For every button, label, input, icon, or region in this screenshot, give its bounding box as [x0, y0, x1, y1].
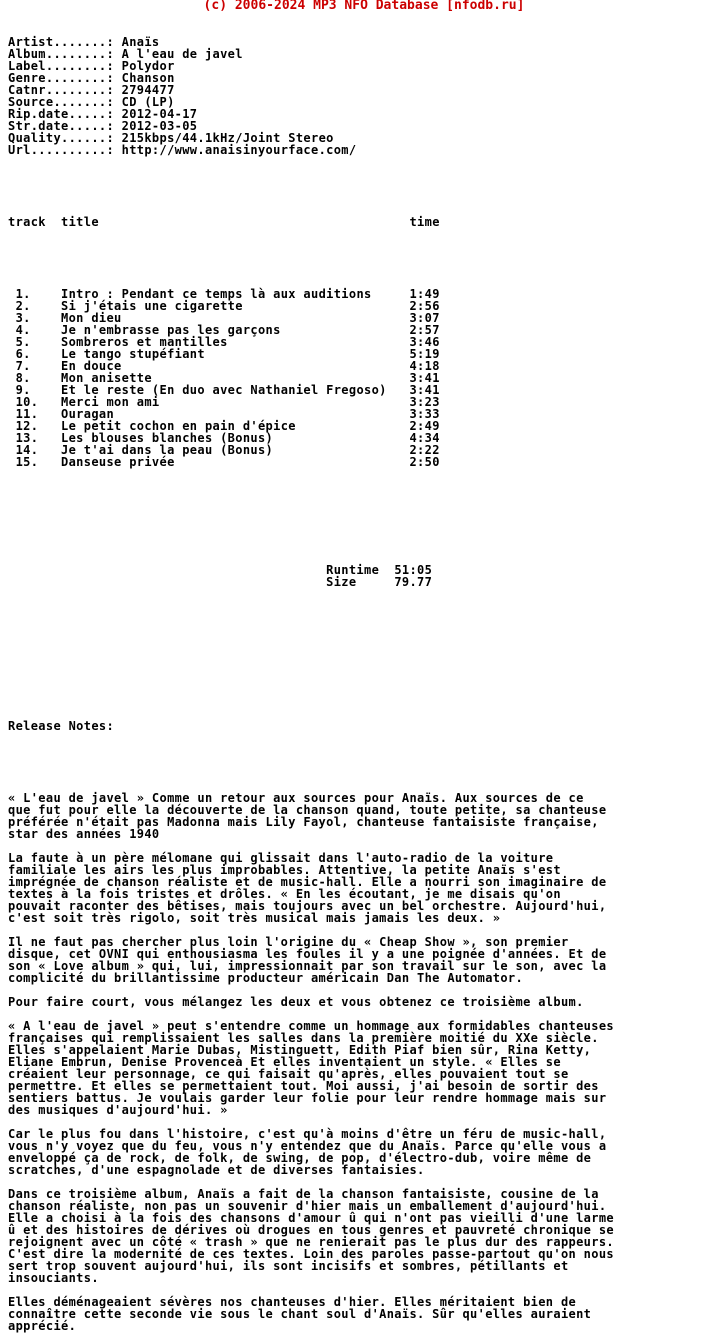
info-value: A l'eau de javel	[121, 47, 243, 61]
info-label: Artist.......:	[8, 35, 122, 49]
track-title: Merci mon ami	[61, 395, 410, 409]
track-time: 3:41	[409, 383, 440, 397]
info-value: Polydor	[121, 59, 175, 73]
note-paragraph: « A l'eau de javel » peut s'entendre comme un hommage aux formidables chanteuses françaises qui remplissaient les salles dans la première moitié du XXe siècle. Elles s'appelaient Marie Dubas, Mistinguett, Edith Piaf bien sûr, Rina Ketty, Eliane Embrun, Denise Provenceà Et elles inventaient un style. « Elles se créaient leur personnage, ce qui faisait qu'après, elles pouvaient tout se permettre. Et elles se permettaient tout. Moi aussi, j'ai besoin de sortir des sentiers battus. Je voulais garder leur folie pour leur rendre hommage mais sur des musiques d'aujourd'hui. »	[8, 1019, 614, 1117]
track-number: 1.	[8, 287, 62, 301]
info-value: Anaïs	[121, 35, 160, 49]
track-time: 3:33	[409, 407, 440, 421]
track-column-header: track	[8, 215, 46, 229]
info-label: Album........:	[8, 47, 122, 61]
total-label: Size	[8, 575, 395, 589]
info-label: Catnr........:	[8, 83, 122, 97]
info-value: 2794477	[121, 83, 175, 97]
title-column-header: title	[61, 215, 410, 229]
track-time: 2:57	[409, 323, 440, 337]
track-number: 9.	[8, 383, 62, 397]
release-notes-title: Release Notes:	[8, 719, 115, 733]
track-number: 10.	[8, 395, 62, 409]
total-row	[8, 576, 720, 588]
track-title: Mon anisette	[61, 371, 410, 385]
track-number: 5.	[8, 335, 62, 349]
track-title: Sombreros et mantilles	[61, 335, 410, 349]
info-value: http://www.anaisinyourface.com/	[121, 143, 357, 157]
track-time: 2:49	[409, 419, 440, 433]
nfo-document	[8, 12, 720, 1344]
info-value: 2012-03-05	[121, 119, 198, 133]
track-number: 14.	[8, 443, 62, 457]
track-time: 3:46	[409, 335, 440, 349]
track-title: Je n'embrasse pas les garçons	[61, 323, 410, 337]
note-paragraph: La faute à un père mélomane qui glissait dans l'auto-radio de la voiture familiale les airs les plus improbables. Attentive, la petite Anaïs s'est imprégnée de chanson réaliste et de music-hall. Elle a nourri son imaginaire de textes à la fois tristes et drôles. « En les écoutant, je me disais qu'on pouvait raconter des bêtises, mais toujours avec un bel orchestre. Aujourd'hui, c'est soit très rigolo, soit très musical mais jamais les deux. »	[8, 851, 607, 925]
track-number: 13.	[8, 431, 62, 445]
tracklist-header	[8, 216, 720, 228]
track-time: 2:22	[409, 443, 440, 457]
track-time: 1:49	[409, 287, 440, 301]
track-number: 8.	[8, 371, 62, 385]
totals	[8, 564, 720, 588]
time-column-header: time	[409, 215, 440, 229]
track-time: 4:34	[409, 431, 440, 445]
total-value: 51:05	[394, 563, 433, 577]
track-number: 2.	[8, 299, 62, 313]
track-title: Si j'étais une cigarette	[61, 299, 410, 313]
track-number: 4.	[8, 323, 62, 337]
info-label: Rip.date.....:	[8, 107, 122, 121]
info-row	[8, 144, 720, 156]
release-info	[8, 36, 720, 156]
track-time: 2:50	[409, 455, 440, 469]
track-number: 11.	[8, 407, 62, 421]
info-value: 215kbps/44.1kHz/Joint Stereo	[121, 131, 334, 145]
info-value: 2012-04-17	[121, 107, 198, 121]
total-value: 79.77	[394, 575, 433, 589]
track-title: Mon dieu	[61, 311, 410, 325]
info-value: CD (LP)	[121, 95, 175, 109]
track-time: 5:19	[409, 347, 440, 361]
track-time: 4:18	[409, 359, 440, 373]
note-paragraph: Elles déménageaient sévères nos chanteuses d'hier. Elles méritaient bien de connaître cette seconde vie sous le chant soul d'Anaïs. Sûr qu'elles auraient apprécié.	[8, 1295, 592, 1333]
track-number: 6.	[8, 347, 62, 361]
track-number: 7.	[8, 359, 62, 373]
track-title: En douce	[61, 359, 410, 373]
track-row	[8, 456, 720, 468]
track-time: 3:41	[409, 371, 440, 385]
info-label: Str.date.....:	[8, 119, 122, 133]
track-title: Les blouses blanches (Bonus)	[61, 431, 410, 445]
info-label: Genre........:	[8, 71, 122, 85]
track-title: Ouragan	[61, 407, 410, 421]
info-label: Source.......:	[8, 95, 122, 109]
note-paragraph: Dans ce troisième album, Anaïs a fait de la chanson fantaisiste, cousine de la chanson réaliste, non pas un souvenir d'hier mais un emballement d'aujourd'hui. Elle a choisi à la fois des chansons d'amour û qui n'ont pas vieilli d'une larme û et des histoires de dérives où drogues en tous genres et pauvreté chronique se rejoignent avec un côté « trash » que ne renierait pas le plus dur des rappeurs. C'est dire la modernité de ces textes. Loin des paroles passe-partout qu'on nous sert trop souvent aujourd'hui, ils sont incisifs et sombres, pétillants et insouciants.	[8, 1187, 614, 1285]
info-label: Url..........:	[8, 143, 122, 157]
track-time: 3:07	[409, 311, 440, 325]
info-label: Label........:	[8, 59, 122, 73]
track-title: Je t'ai dans la peau (Bonus)	[61, 443, 410, 457]
info-label: Quality......:	[8, 131, 122, 145]
track-title: Danseuse privée	[61, 455, 410, 469]
track-title: Intro : Pendant ce temps là aux auditions	[61, 287, 410, 301]
total-label: Runtime	[8, 563, 395, 577]
note-paragraph: « L'eau de javel » Comme un retour aux sources pour Anaïs. Aux sources de ce que fut pour elle la découverte de la chanson quand, toute petite, sa chanteuse préférée n'était pas Madonna mais Lily Fayol, chanteuse fantaisiste française, star des années 1940	[8, 791, 607, 841]
track-number: 3.	[8, 311, 62, 325]
track-number: 12.	[8, 419, 62, 433]
track-title: Le petit cochon en pain d'épice	[61, 419, 410, 433]
tracklist	[8, 288, 720, 468]
note-paragraph: Car le plus fou dans l'histoire, c'est qu'à moins d'être un féru de music-hall, vous n'y voyez que du feu, vous n'y entendez que du Anaïs. Parce qu'elle vous a enveloppé ça de rock, de folk, de swing, de pop, d'électro-dub, voire même de scratches, d'une espagnolade et de diverses fantaisies.	[8, 1127, 607, 1177]
release-notes	[8, 792, 720, 1332]
note-paragraph: Pour faire court, vous mélangez les deux et vous obtenez ce troisième album.	[8, 995, 584, 1009]
info-value: Chanson	[121, 71, 175, 85]
track-time: 3:23	[409, 395, 440, 409]
track-number: 15.	[8, 455, 62, 469]
note-paragraph: Il ne faut pas chercher plus loin l'origine du « Cheap Show », son premier disque, cet OVNI qui enthousiasma les foules il y a une poignée d'années. Et de son « Love album » qui, lui, impressionnait par son travail sur le son, avec la complicité du brillantissime producteur américain Dan The Automator.	[8, 935, 607, 985]
page-header: (c) 2006-2024 MP3 NFO Database [nfodb.ru]	[203, 0, 525, 13]
track-time: 2:56	[409, 299, 440, 313]
track-title: Le tango stupéfiant	[61, 347, 410, 361]
track-title: Et le reste (En duo avec Nathaniel Fregoso)	[61, 383, 410, 397]
